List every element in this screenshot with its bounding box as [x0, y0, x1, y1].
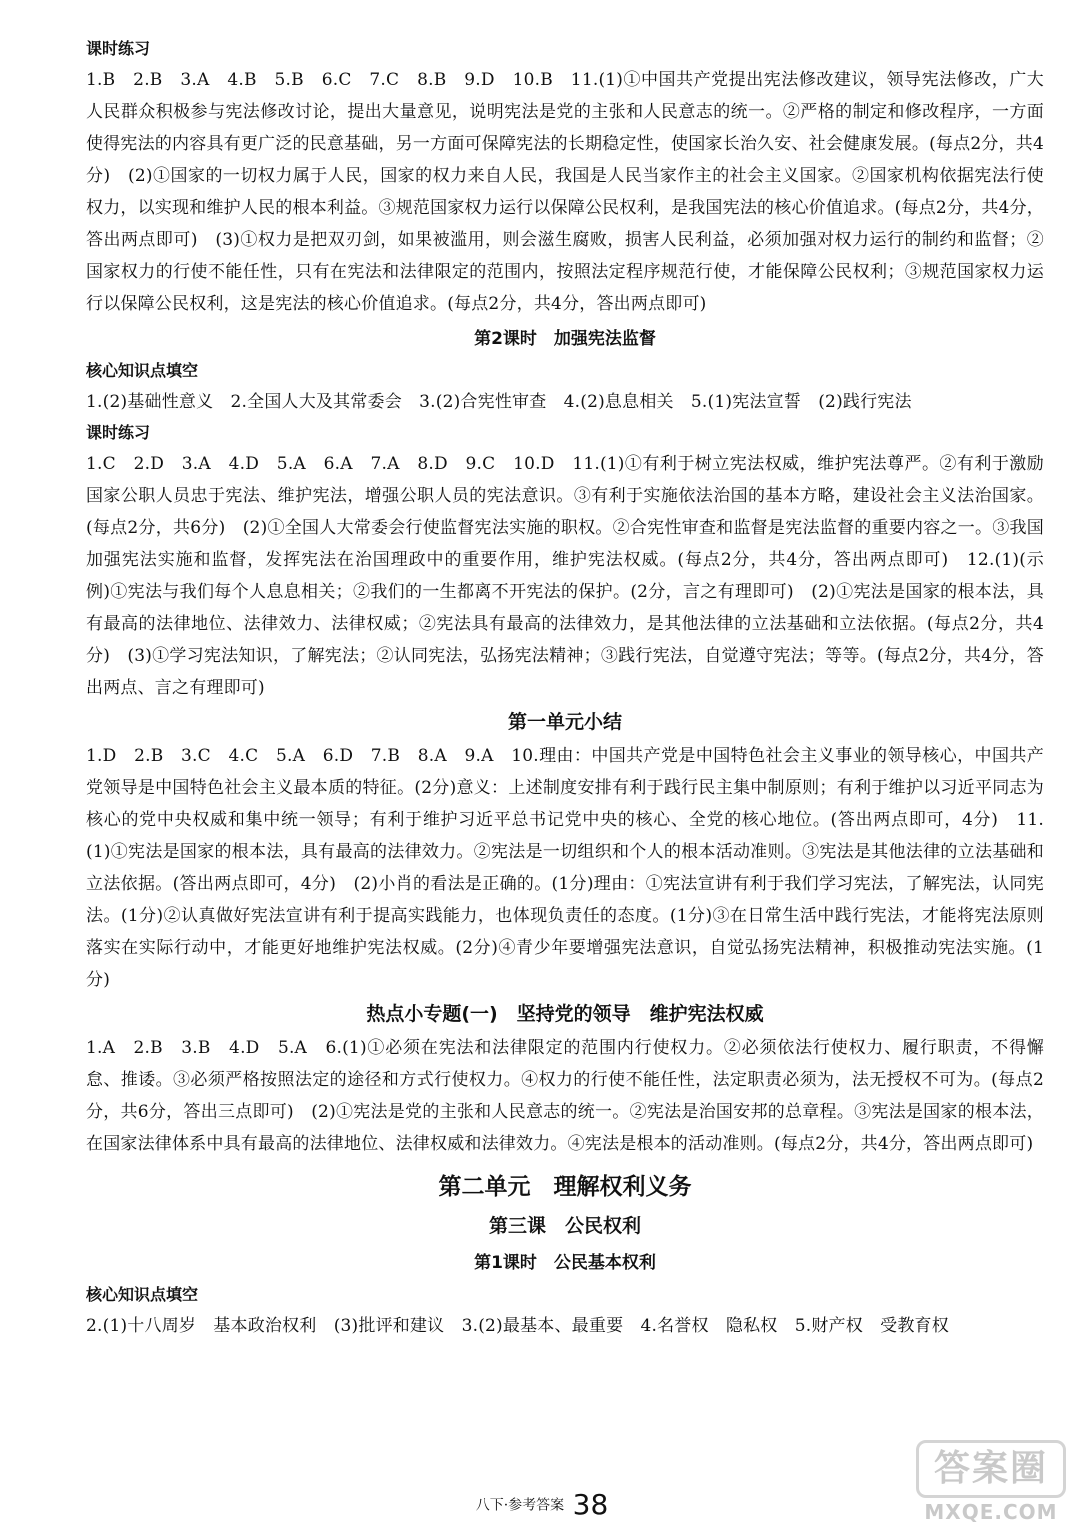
- lesson-title: 第三课 公民权利: [488, 1215, 641, 1237]
- lesson-heading: 第1课时 公民基本权利: [474, 1253, 656, 1273]
- answer-paragraph: 1.C 2.D 3.A 4.D 5.A 6.A 7.A 8.D 9.C 10.D 11.(1)①有利于树立宪法权威，维护宪法尊严。②有利于激励国家公职人员忠于宪法、维护宪法，增强公职人员的宪法意识。③有利于实施依法治国的基本方略，建设社会主义法治国家。(每点2分，共6分) (2)①全国人大常委会行使监督宪法实施的职权。②合宪性审查和监督是宪法监督的重要内容之一。③我国加强宪法实施和监督，发挥宪法在治国理政中的重要作用，维护宪法权威。(每点2分，共4分，答出两点即可) 12.(1)(示例)①宪法与我们每个人息息相关；②我们的一生都离不开宪法的保护。(2分，言之有理即可) (2)①宪法是国家的根本法，具有最高的法律地位、法律效力、法律权威；②宪法具有最高的法律效力，是其他法律的立法基础和立法依据。(每点2分，共4分) (3)①学习宪法知识，了解宪法；②认同宪法，弘扬宪法精神；③践行宪法，自觉遵守宪法；等等。(每点2分，共4分，答出两点、言之有理即可): [86, 454, 1044, 698]
- answer-paragraph: 1.B 2.B 3.A 4.B 5.B 6.C 7.C 8.B 9.D 10.B 11.(1)①中国共产党提出宪法修改建议，领导宪法修改，广大人民群众积极参与宪法修改讨论，提出大量意见，说明宪法是党的主张和人民意志的统一。②严格的制定和修改程序，一方面使得宪法的内容具有更广泛的民意基础，另一方面可保障宪法的长期稳定性，使国家长治久安、社会健康发展。(每点2分，共4分) (2)①国家的一切权力属于人民，国家的权力来自人民，我国是人民当家作主的社会主义国家。②国家机构依据宪法行使权力，以实现和维护人民的根本利益。③规范国家权力运行以保障公民权利，是我国宪法的核心价值追求。(每点2分，共4分，答出两点即可) (3)①权力是把双刃剑，如果被滥用，则会滋生腐败，损害人民利益，必须加强对权力运行的制约和监督；②国家权力的行使不能任性，只有在宪法和法律限定的范围内，按照法定程序规范行使，才能保障公民权利；③规范国家权力运行以保障公民权利，这是宪法的核心价值追求。(每点2分，共4分，答出两点即可): [86, 70, 1044, 314]
- section-label-practice: 课时练习: [86, 39, 151, 58]
- footer-text: 八下·参考答案: [475, 1497, 565, 1514]
- hotspot-heading: 热点小专题(一) 坚持党的领导 维护宪法权威: [366, 1003, 764, 1025]
- unit-summary-heading: 第一单元小结: [507, 711, 622, 733]
- answer-page: [86, 34, 1044, 1342]
- page-number: 38: [572, 1488, 609, 1521]
- unit-heading: 第二单元 理解权利义务: [438, 1174, 692, 1200]
- lesson-heading: 第2课时 加强宪法监督: [474, 329, 656, 349]
- section-label-core-knowledge: 核心知识点填空: [86, 1285, 199, 1304]
- answer-paragraph: 1.(2)基础性意义 2.全国人大及其常委会 3.(2)合宪性审查 4.(2)息息相关 5.(1)宪法宣誓 (2)践行宪法: [86, 392, 912, 412]
- section-label-core-knowledge: 核心知识点填空: [86, 361, 199, 380]
- section-label-practice: 课时练习: [86, 423, 151, 442]
- answer-paragraph: 1.A 2.B 3.B 4.D 5.A 6.(1)①必须在宪法和法律限定的范围内行使权力。②必须依法行使权力、履行职责，不得懈怠、推诿。③必须严格按照法定的途径和方式行使权力。④权力的行使不能任性，法定职责必须为，法无授权不可为。(每点2分，共6分，答出三点即可) (2)①宪法是党的主张和人民意志的统一。②宪法是治国安邦的总章程。③宪法是国家的根本法，在国家法律体系中具有最高的法律地位、法律权威和法律效力。④宪法是根本的活动准则。(每点2分，共4分，答出两点即可): [86, 1038, 1044, 1154]
- watermark: [916, 1440, 1066, 1526]
- watermark-url: MXQE.COM: [924, 1500, 1058, 1524]
- watermark-logo: 答案圈: [916, 1440, 1066, 1498]
- answer-paragraph: 1.D 2.B 3.C 4.C 5.A 6.D 7.B 8.A 9.A 10.理由：中国共产党是中国特色社会主义事业的领导核心，中国共产党领导是中国特色社会主义最本质的特征。(2分)意义：上述制度安排有利于践行民主集中制原则；有利于维护以习近平同志为核心的党中央权威和集中统一领导；有利于维护习近平总书记党中央的核心、全党的核心地位。(答出两点即可，4分) 11.(1)①宪法是国家的根本法，具有最高的法律效力。②宪法是一切组织和个人的根本活动准则。③宪法是其他法律的立法基础和立法依据。(答出两点即可，4分) (2)小肖的看法是正确的。(1分)理由：①宪法宣讲有利于我们学习宪法，了解宪法，认同宪法。(1分)②认真做好宪法宣讲有利于提高实践能力，也体现负责任的态度。(1分)③在日常生活中践行宪法，才能将宪法原则落实在实际行动中，才能更好地维护宪法权威。(2分)④青少年要增强宪法意识，自觉弘扬宪法精神，积极推动宪法实施。(1分): [86, 746, 1044, 990]
- answer-paragraph: 2.(1)十八周岁 基本政治权利 (3)批评和建议 3.(2)最基本、最重要 4.名誉权 隐私权 5.财产权 受教育权: [86, 1316, 949, 1336]
